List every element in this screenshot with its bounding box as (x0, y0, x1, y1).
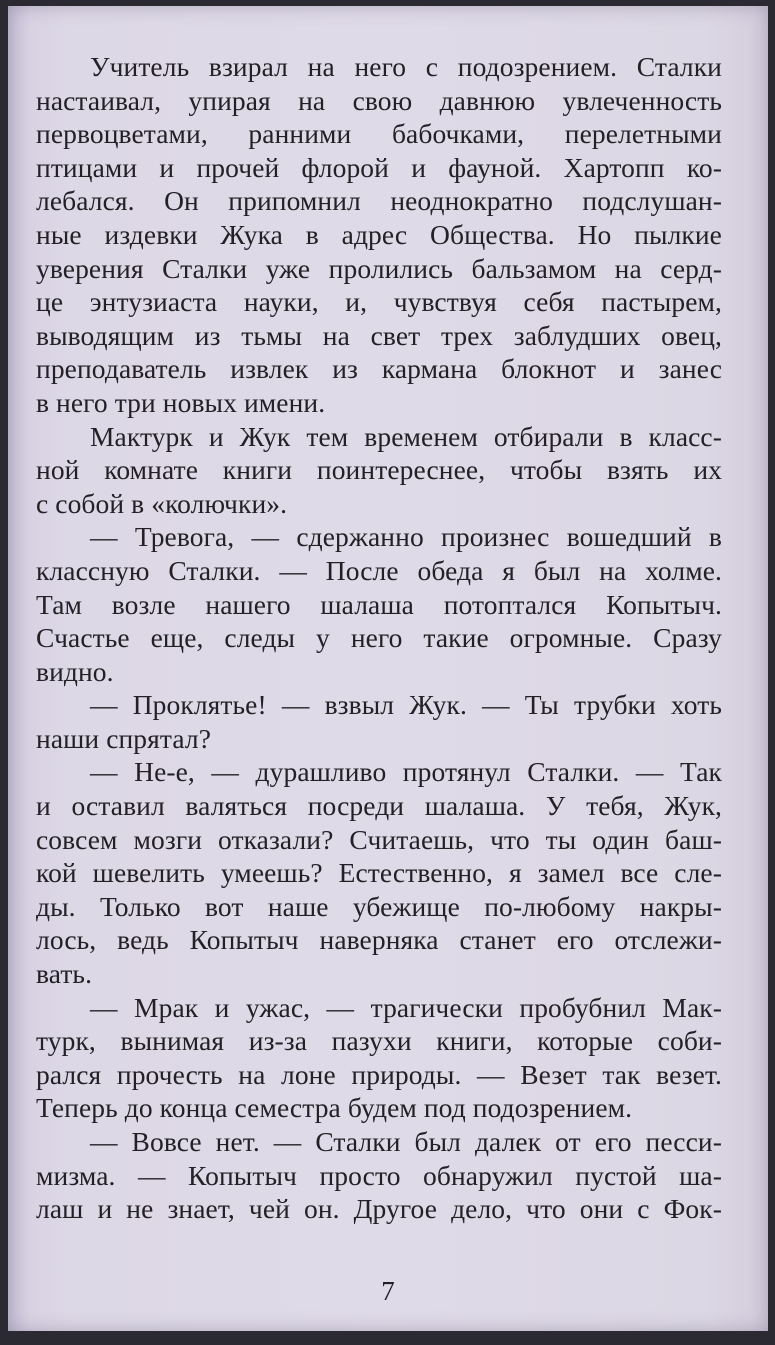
text-line: совсем мозги отказали? Считаешь, что ты один баш- (36, 823, 722, 855)
text-line: турк, вынимая из-за пазухи книги, которые соби- (36, 1025, 722, 1057)
text-line: — Тревога, — сдержанно произнес вошедший в (90, 521, 722, 553)
text-line: вать. (36, 958, 93, 990)
text-line: лаш и не знает, чей он. Другое дело, что они с Фок- (36, 1193, 722, 1225)
text-line: ды. Только вот наше убежище по-любому накры- (36, 890, 722, 922)
text-line: лось, ведь Копытыч наверняка станет его отслежи- (36, 924, 722, 956)
text-line: Мактурк и Жук тем временем отбирали в класс- (90, 420, 722, 452)
text-line: ной комнате книги поинтереснее, чтобы взять их (36, 454, 722, 486)
book-page (8, 6, 768, 1331)
text-line: ные издевки Жука в адрес Общества. Но пылкие (36, 218, 722, 250)
text-line: наши спрятал? (36, 722, 212, 754)
text-line: рался прочесть на лоне природы. — Везет так везет. (36, 1058, 722, 1090)
text-line: Там возле нашего шалаша потоптался Копытыч. (36, 588, 722, 620)
text-line: — Мрак и ужас, — трагически пробубнил Мак- (90, 991, 722, 1023)
text-line: в него три новых имени. (36, 386, 326, 418)
text-line: кой шевелить умеешь? Естественно, я замел все сле- (36, 857, 722, 889)
text-line: первоцветами, ранними бабочками, перелетными (36, 118, 722, 150)
text-line: це энтузиаста науки, и, чувствуя себя пастырем, (36, 286, 722, 318)
text-line: и оставил валяться посреди шалаша. У тебя, Жук, (36, 790, 722, 822)
text-line: выводящим из тьмы на свет трех заблудших овец, (36, 319, 722, 351)
body-text (36, 50, 722, 1226)
page-number: 7 (381, 1276, 395, 1306)
text-line: — Проклятье! — взвыл Жук. — Ты трубки хоть (90, 689, 722, 721)
text-line: — Не-е, — дурашливо протянул Сталки. — Так (90, 756, 722, 788)
text-line: настаивал, упирая на свою давнюю увлеченность (36, 84, 722, 116)
text-line: классную Сталки. — После обеда я был на холме. (36, 554, 722, 586)
text-line: — Вовсе нет. — Сталки был далек от его песси- (90, 1126, 722, 1157)
text-line: с собой в «колючки». (36, 487, 288, 519)
text-line: Теперь до конца семестра будем под подозрением. (36, 1092, 633, 1124)
text-line: лебался. Он припомнил неоднократно подслушан- (36, 185, 722, 217)
text-line: Счастье еще, следы у него такие огромные. Сразу (36, 622, 722, 654)
text-line: мизма. — Копытыч просто обнаружил пустой ша- (36, 1159, 722, 1191)
text-line: Учитель взирал на него с подозрением. Сталки (90, 51, 722, 82)
text-line: преподаватель извлек из кармана блокнот и занес (36, 353, 722, 385)
text-line: уверения Сталки уже пролились бальзамом на серд- (36, 252, 722, 284)
text-line: видно. (36, 655, 114, 687)
text-line: птицами и прочей флорой и фауной. Хартопп ко- (36, 151, 722, 183)
